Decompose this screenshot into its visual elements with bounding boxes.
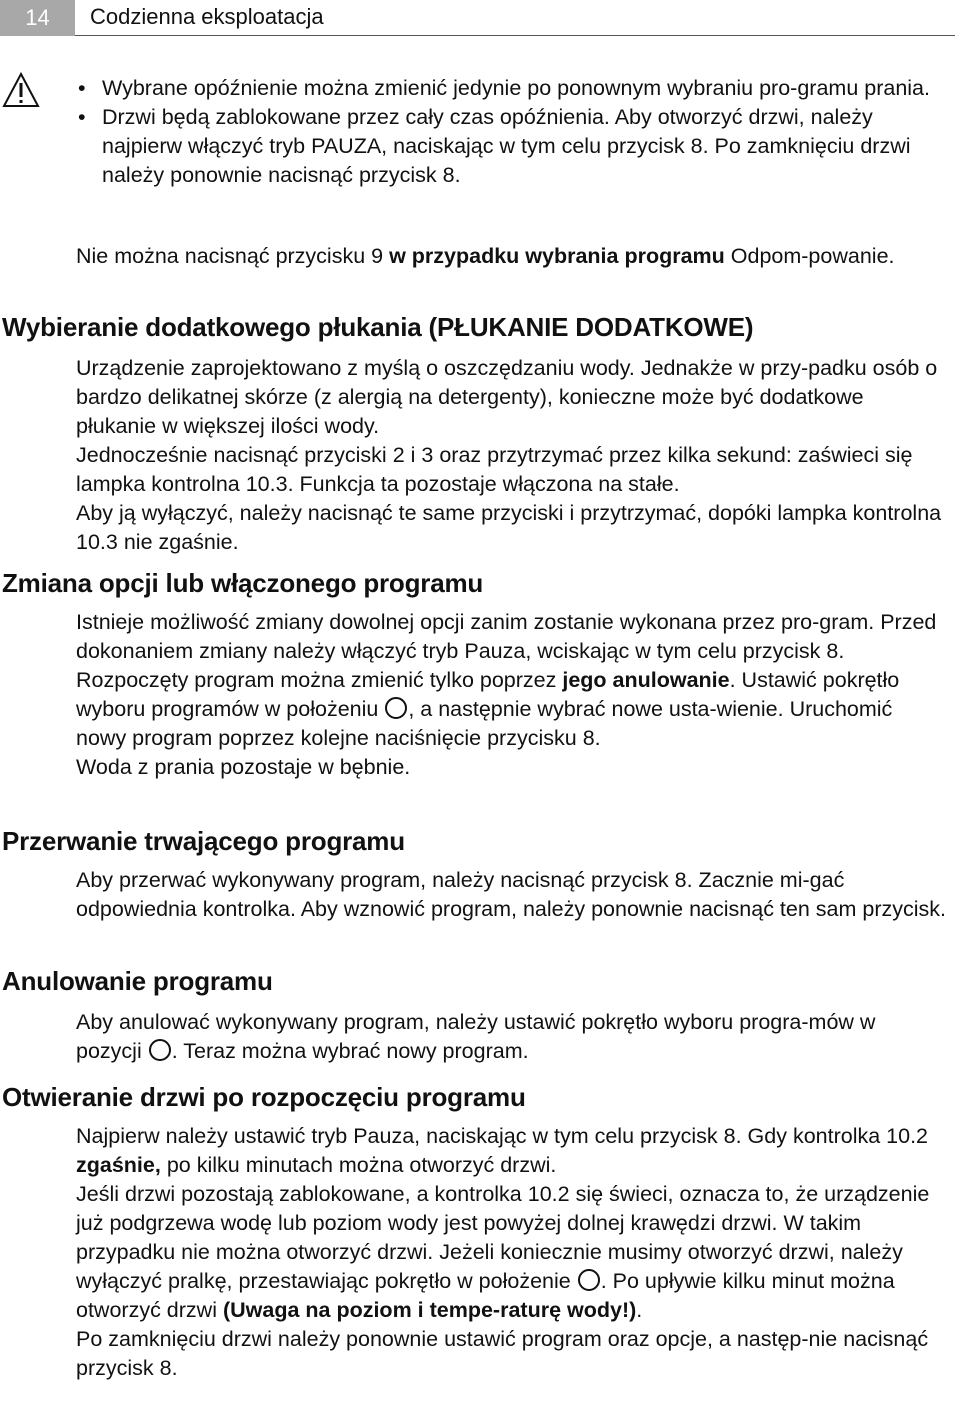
text: . Po upływie kilku minut można otworzyć drzwi: [76, 1269, 895, 1322]
header-title: Codzienna eksploatacja: [90, 4, 324, 29]
paragraph: [76, 608, 946, 666]
text: .: [171, 1356, 178, 1380]
paragraph: [76, 499, 946, 557]
button-ref: 8: [582, 726, 595, 750]
paragraph: [76, 1122, 946, 1180]
indicator-ref: 10.3: [76, 530, 118, 554]
list-item: [76, 103, 946, 190]
text: . Zacznie mi-gać odpowiednia kontrolka. Aby wznowić program, należy ponownie nacisnąć ten sam przycisk.: [76, 868, 946, 921]
button-ref: 8: [159, 1356, 172, 1380]
text: Aby anulować wykonywany program, należy ustawić pokrętło wyboru progra-mów w pozycji: [76, 1010, 876, 1063]
paragraph: [76, 666, 946, 753]
paragraph: Woda z prania pozostaje w bębnie.: [76, 755, 411, 779]
text: . Teraz można wybrać nowy program.: [171, 1039, 529, 1063]
text: oraz przytrzymać przez kilka sekund: zaświeci się lampka kontrolna: [76, 443, 913, 496]
text: i: [404, 443, 422, 467]
button-ref: 2: [392, 443, 405, 467]
paragraph: [76, 866, 946, 924]
text: Po zamknięciu drzwi należy ponownie ustawić program oraz opcje, a następ-nie nacisnąć przycisk: [76, 1327, 929, 1380]
text: . Ustawić pokrętło wyboru programów w położeniu: [76, 668, 900, 721]
warning-bullet-list: [76, 74, 946, 190]
button-ref: 8: [723, 1124, 736, 1148]
paragraph: Urządzenie zaprojektowano z myślą o oszczędzaniu wody. Jednakże w przy-padku osób o bardzo delikatnej skórze (z alergią na detergenty), konieczne może być dodatkowe płukanie w większej ilości wody.: [76, 356, 938, 438]
text: Rozpoczęty program można zmienić tylko poprzez: [76, 668, 563, 692]
section-cancel: [76, 1008, 946, 1066]
text: Jednocześnie nacisnąć przyciski: [76, 443, 393, 467]
heading-change-option: Zmiana opcji lub włączonego programu: [2, 568, 484, 598]
text: . Funkcja ta pozostaje włączona na stałe.: [287, 472, 680, 496]
bullet-text: Wybrane opóźnienie można zmienić jedynie po ponownym wybraniu pro-gramu prania.: [102, 76, 930, 100]
text: .: [838, 639, 845, 663]
text: Jeśli drzwi pozostają zablokowane, a kontrolka: [76, 1182, 528, 1206]
heading-open-door: Otwieranie drzwi po rozpoczęciu programu: [2, 1082, 526, 1112]
indicator-ref: 10.2: [527, 1182, 570, 1206]
page-number: 14: [0, 0, 75, 36]
bullet-text: Drzwi będą zablokowane przez cały czas opóźnienia. Aby otworzyć drzwi, należy najpierw włączyć tryb PAUZA, naciskając w tym celu przycisk: [102, 105, 873, 158]
text: .: [594, 726, 601, 750]
button-ref: 8: [826, 639, 839, 663]
text: Istnieje możliwość zmiany dowolnej opcji zanim zostanie wykonana przez pro-gram. Przed dokonaniem zmiany należy włączyć tryb Pauza, wciskając w tym celu przycisk: [76, 610, 937, 663]
button-ref: 3: [421, 443, 434, 467]
text: Aby ją wyłączyć, należy nacisnąć te same przyciski i przytrzymać, dopóki lampka kontrolna: [76, 501, 942, 525]
bullet-text: . Po zamknięciu drzwi należy ponownie nacisnąć przycisk: [102, 134, 911, 187]
heading-extra-rinse: Wybieranie dodatkowego płukania (PŁUKANIE DODATKOWE): [2, 312, 754, 342]
bold-text: zgaśnie,: [76, 1153, 161, 1177]
list-item: [76, 74, 946, 103]
circle-position-icon: [384, 696, 408, 720]
text: Aby przerwać wykonywany program, należy nacisnąć przycisk: [76, 868, 675, 892]
heading-pause: Przerwanie trwającego programu: [2, 826, 405, 856]
bullet-text: .: [454, 163, 461, 187]
paragraph: [76, 1008, 946, 1066]
header-divider: [75, 35, 955, 36]
paragraph: [76, 1325, 946, 1383]
heading-cancel: Anulowanie programu: [2, 966, 273, 996]
button-ref: 8: [674, 868, 687, 892]
text: nie zgaśnie.: [117, 530, 239, 554]
note-bold: w przypadku wybrania programu: [389, 244, 725, 268]
section-change-option: [76, 608, 946, 782]
text: się świeci, oznacza to, że urządzenie już podgrzewa wodę lub poziom wody jest powyżej dolnej krawędzi drzwi. W takim przypadku nie można otworzyć drzwi. Jeżeli koniecznie musimy otworzyć drzwi, należy wyłączyć pralkę, przestawiając pokrętło w położenie: [76, 1182, 930, 1293]
bold-text: (Uwaga na poziom i tempe-raturę wody!): [222, 1298, 637, 1322]
bold-text: jego anulowanie: [562, 668, 730, 692]
note-text: Nie można nacisnąć przycisku 9: [76, 244, 390, 268]
text: . Gdy kontrolka 10.2: [735, 1124, 929, 1148]
note-text: Odpom-powanie.: [724, 244, 895, 268]
text: Najpierw należy ustawić tryb Pauza, naciskając w tym celu przycisk: [76, 1124, 724, 1148]
paragraph: [76, 441, 946, 499]
page-header: [0, 0, 960, 38]
indicator-ref: 10.3: [245, 472, 288, 496]
paragraph: [76, 1180, 946, 1325]
text: , a następnie wybrać nowe usta-wienie. Uruchomić nowy program poprzez kolejne naciśnięcie przycisku: [76, 697, 893, 750]
note-paragraph: [76, 242, 946, 271]
button-ref: 8: [442, 163, 455, 187]
text: po kilku minutach można otworzyć drzwi.: [160, 1153, 557, 1177]
text: .: [636, 1298, 643, 1322]
circle-position-icon: [148, 1038, 172, 1062]
section-open-door: [76, 1122, 946, 1383]
button-ref: 8: [690, 134, 703, 158]
warning-triangle-icon: [2, 72, 40, 108]
section-pause: [76, 866, 946, 924]
section-extra-rinse: [76, 354, 946, 557]
circle-position-icon: [577, 1268, 601, 1292]
